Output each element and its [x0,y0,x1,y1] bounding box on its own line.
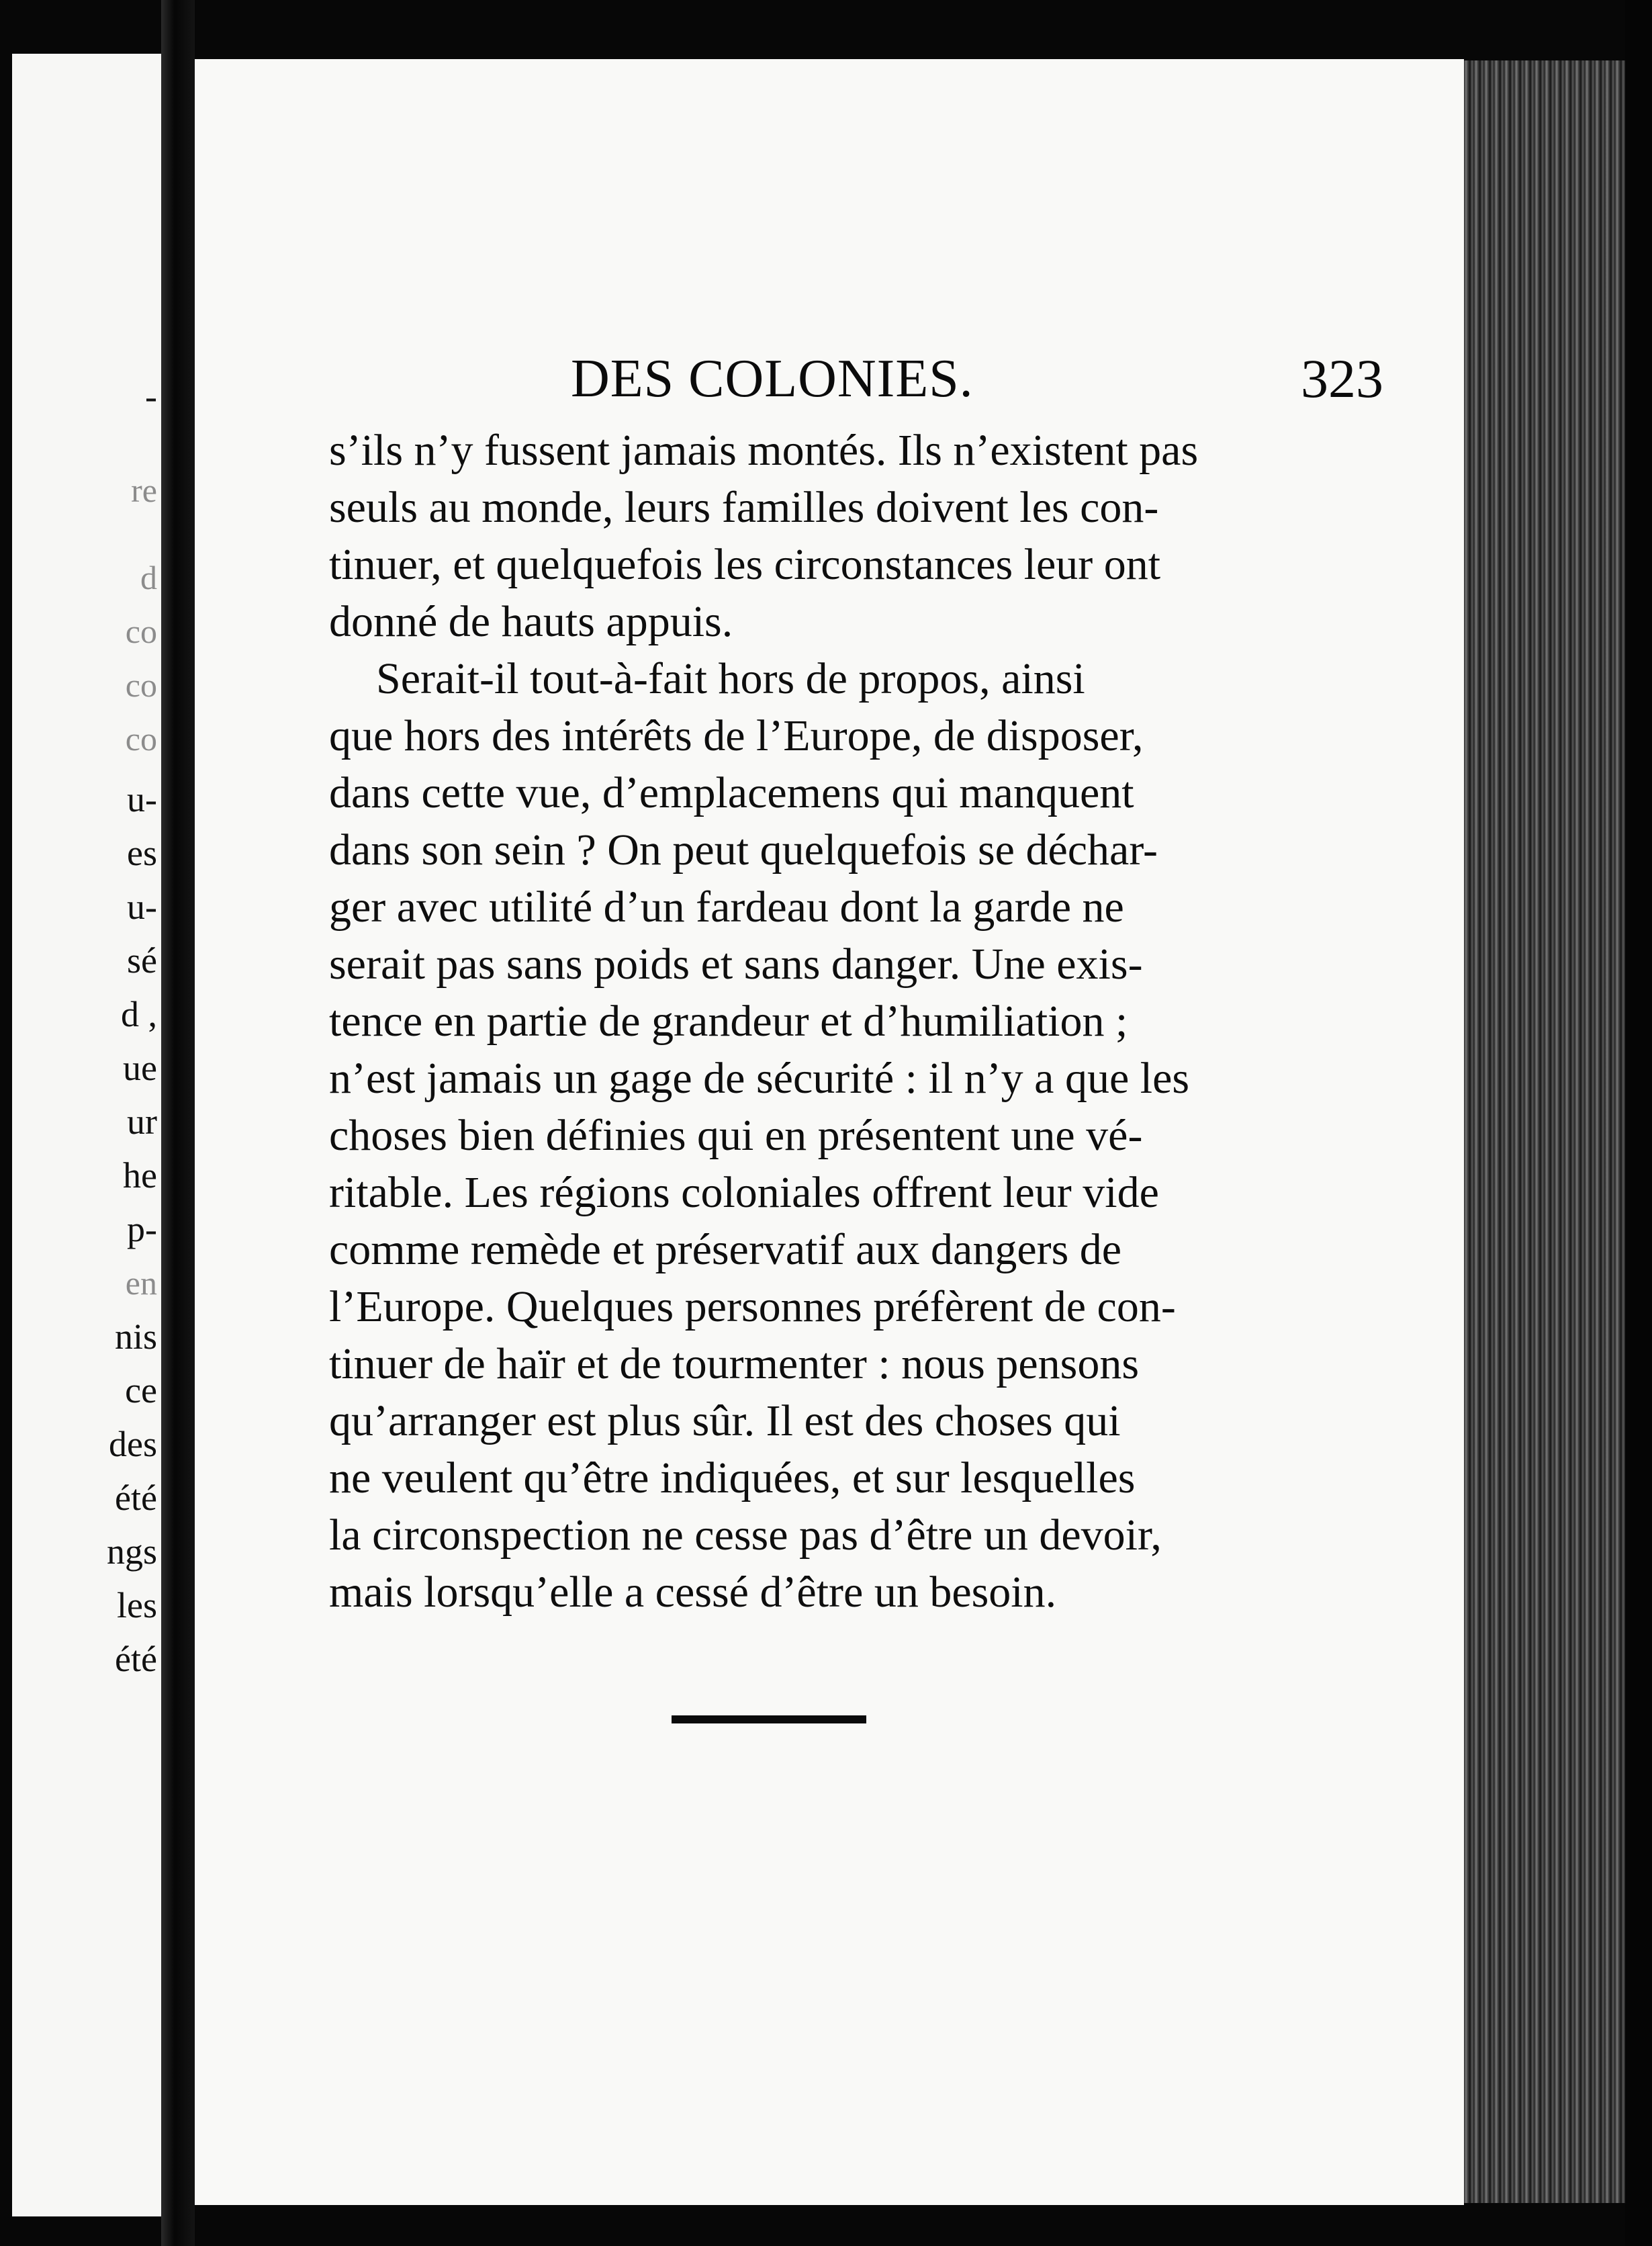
previous-page-text: u- [127,887,157,927]
previous-page-text: ue [123,1048,157,1088]
text-line: dans son sein ? On peut quelquefois se déchar- [329,825,1158,874]
text-line: Serait-il tout-à-fait hors de propos, ainsi [376,654,1085,703]
text-line: que hors des intérêts de l’Europe, de disposer, [329,711,1144,760]
running-title: DES COLONIES. [571,349,974,408]
text-line: s’ils n’y fussent jamais montés. Ils n’existent pas [329,426,1199,475]
body-text [329,422,1373,1621]
text-line: l’Europe. Quelques personnes préfèrent de con- [329,1282,1176,1331]
text-line: mais lorsqu’elle a cessé d’être un besoin. [329,1568,1057,1617]
text-line: ne veulent qu’être indiquées, et sur lesquelles [329,1453,1136,1502]
previous-page-fragment [12,54,161,2216]
text-line: tence en partie de grandeur et d’humiliation ; [329,997,1128,1046]
page-edges [1464,60,1625,2203]
previous-page-text: co [125,613,157,650]
previous-page-text: re [131,471,157,509]
text-line: ritable. Les régions coloniales offrent leur vide [329,1168,1159,1217]
previous-page-text: les [117,1585,157,1625]
running-head [571,345,1383,419]
text-line: seuls au monde, leurs familles doivent les con- [329,483,1159,532]
previous-page-text: ngs [106,1531,157,1572]
previous-page-text: u- [127,779,157,819]
book-gutter [161,0,195,2246]
book-page [195,59,1464,2205]
text-line: choses bien définies qui en présentent une vé- [329,1111,1143,1160]
previous-page-text: ce [125,1370,157,1410]
previous-page-text: été [115,1639,157,1679]
previous-page-text: des [109,1424,157,1464]
text-line: la circonspection ne cesse pas d’être un devoir, [329,1511,1162,1560]
previous-page-text: co [125,720,157,758]
previous-page-text: ur [127,1102,157,1142]
right-margin [1625,0,1652,2246]
end-rule [672,1715,866,1723]
previous-page-text: he [123,1155,157,1196]
previous-page-text: d [140,559,157,596]
text-line: tinuer, et quelquefois les circonstances leur ont [329,540,1161,589]
previous-page-text: en [125,1264,157,1302]
text-line: donné de hauts appuis. [329,597,733,646]
text-line: ger avec utilité d’un fardeau dont la garde ne [329,883,1124,932]
text-line: tinuer de haïr et de tourmenter : nous pensons [329,1339,1140,1388]
previous-page-text: nis [114,1316,157,1357]
previous-page-text: d , [121,994,157,1034]
previous-page-text: p- [127,1209,157,1249]
previous-page-text: co [125,666,157,704]
previous-page-text: été [115,1478,157,1518]
previous-page-text: es [127,833,157,873]
previous-page-text: sé [127,940,157,981]
text-line: qu’arranger est plus sûr. Il est des choses qui [329,1396,1121,1445]
text-line: serait pas sans poids et sans danger. Une exis- [329,940,1143,989]
page-number: 323 [1301,348,1383,409]
text-line: n’est jamais un gage de sécurité : il n’y a que les [329,1054,1190,1103]
text-line: comme remède et préservatif aux dangers de [329,1225,1122,1274]
text-line: dans cette vue, d’emplacemens qui manquent [329,768,1134,817]
previous-page-text: - [145,376,157,416]
